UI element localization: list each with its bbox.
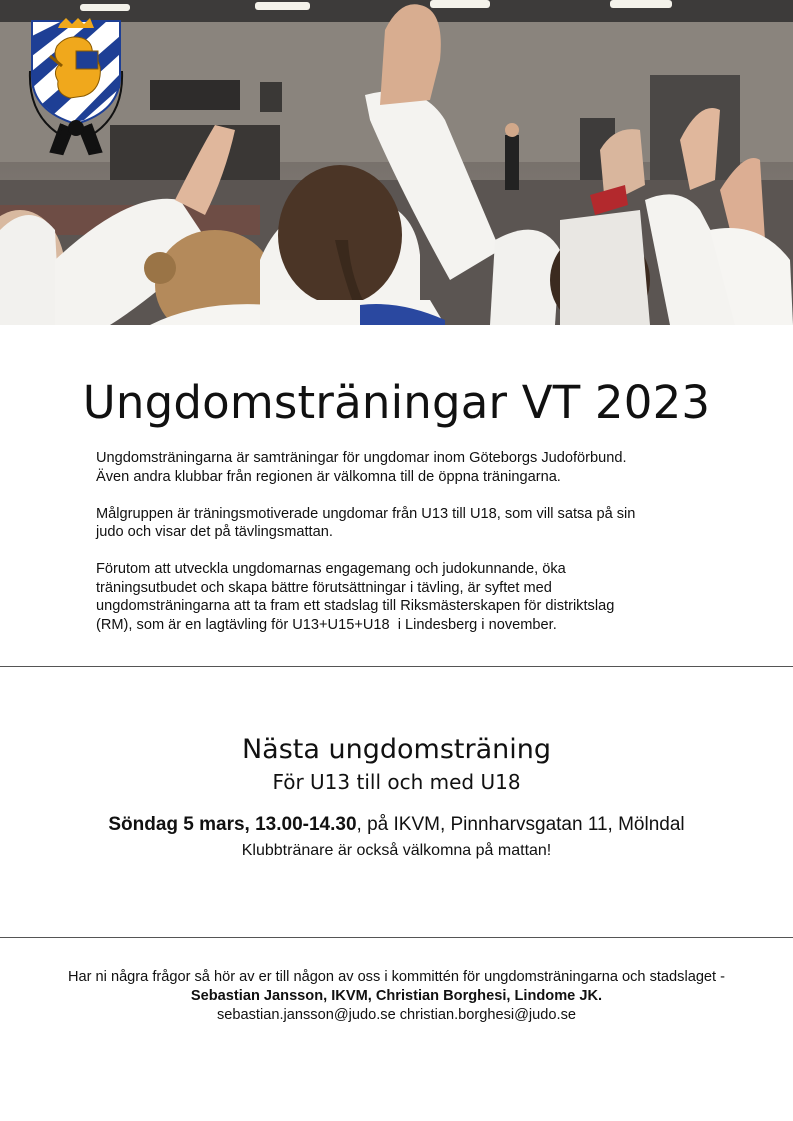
next-training-subtitle: För U13 till och med U18: [272, 770, 521, 794]
contact-names: Sebastian Jansson, IKVM, Christian Borghesi, Lindome JK.: [190, 988, 603, 1004]
next-training-date: Söndag 5 mars, 13.00-14.30: [108, 814, 357, 835]
next-training-when: [0, 814, 793, 836]
intro-p3-line4: (RM), som är en lagtävling för U13+U15+U18 i Lindesberg i november.: [96, 616, 557, 633]
crest-icon: [22, 16, 130, 156]
intro-p1-line2: Även andra klubbar från regionen är välkomna till de öppna träningarna.: [96, 468, 561, 485]
divider-top: [0, 666, 793, 667]
intro-paragraph-3: [96, 560, 716, 634]
contact-intro: Har ni några frågor så hör av er till någon av oss i kommittén för ungdomsträningarna och stadslaget -: [67, 969, 726, 985]
coaches-note: Klubbtränare är också välkomna på mattan!: [241, 842, 552, 859]
page-title: Ungdomsträningar VT 2023: [82, 376, 711, 429]
intro-p2-line1: Målgruppen är träningsmotiverade ungdomar från U13 till U18, som vill satsa på sin: [96, 505, 636, 522]
federation-logo: [22, 16, 130, 156]
next-training-location: , på IKVM, Pinnharvsgatan 11, Mölndal: [356, 814, 685, 835]
intro-p3-line1: Förutom att utveckla ungdomarnas engagemang och judokunnande, öka: [96, 561, 566, 577]
divider-bottom: [0, 937, 793, 938]
intro-p3-line2: träningsutbudet och skapa bättre förutsättningar i tävling, är syftet med: [96, 579, 552, 596]
intro-p2-line2: judo och visar det på tävlingsmattan.: [96, 524, 333, 540]
contact-section: [0, 968, 793, 1025]
intro-paragraph-1: [96, 449, 716, 486]
intro-p1-line1: Ungdomsträningarna är samträningar för ungdomar inom Göteborgs Judoförbund.: [96, 450, 627, 466]
intro-p3-line3: ungdomsträningarna att ta fram ett stadslag till Riksmästerskapen för distriktslag: [96, 598, 615, 614]
contact-emails[interactable]: sebastian.jansson@judo.se christian.borghesi@judo.se: [216, 1007, 576, 1023]
hero-photo: [0, 0, 793, 325]
next-training-title: Nästa ungdomsträning: [241, 734, 551, 765]
intro-text: [96, 449, 716, 653]
intro-paragraph-2: [96, 505, 716, 542]
